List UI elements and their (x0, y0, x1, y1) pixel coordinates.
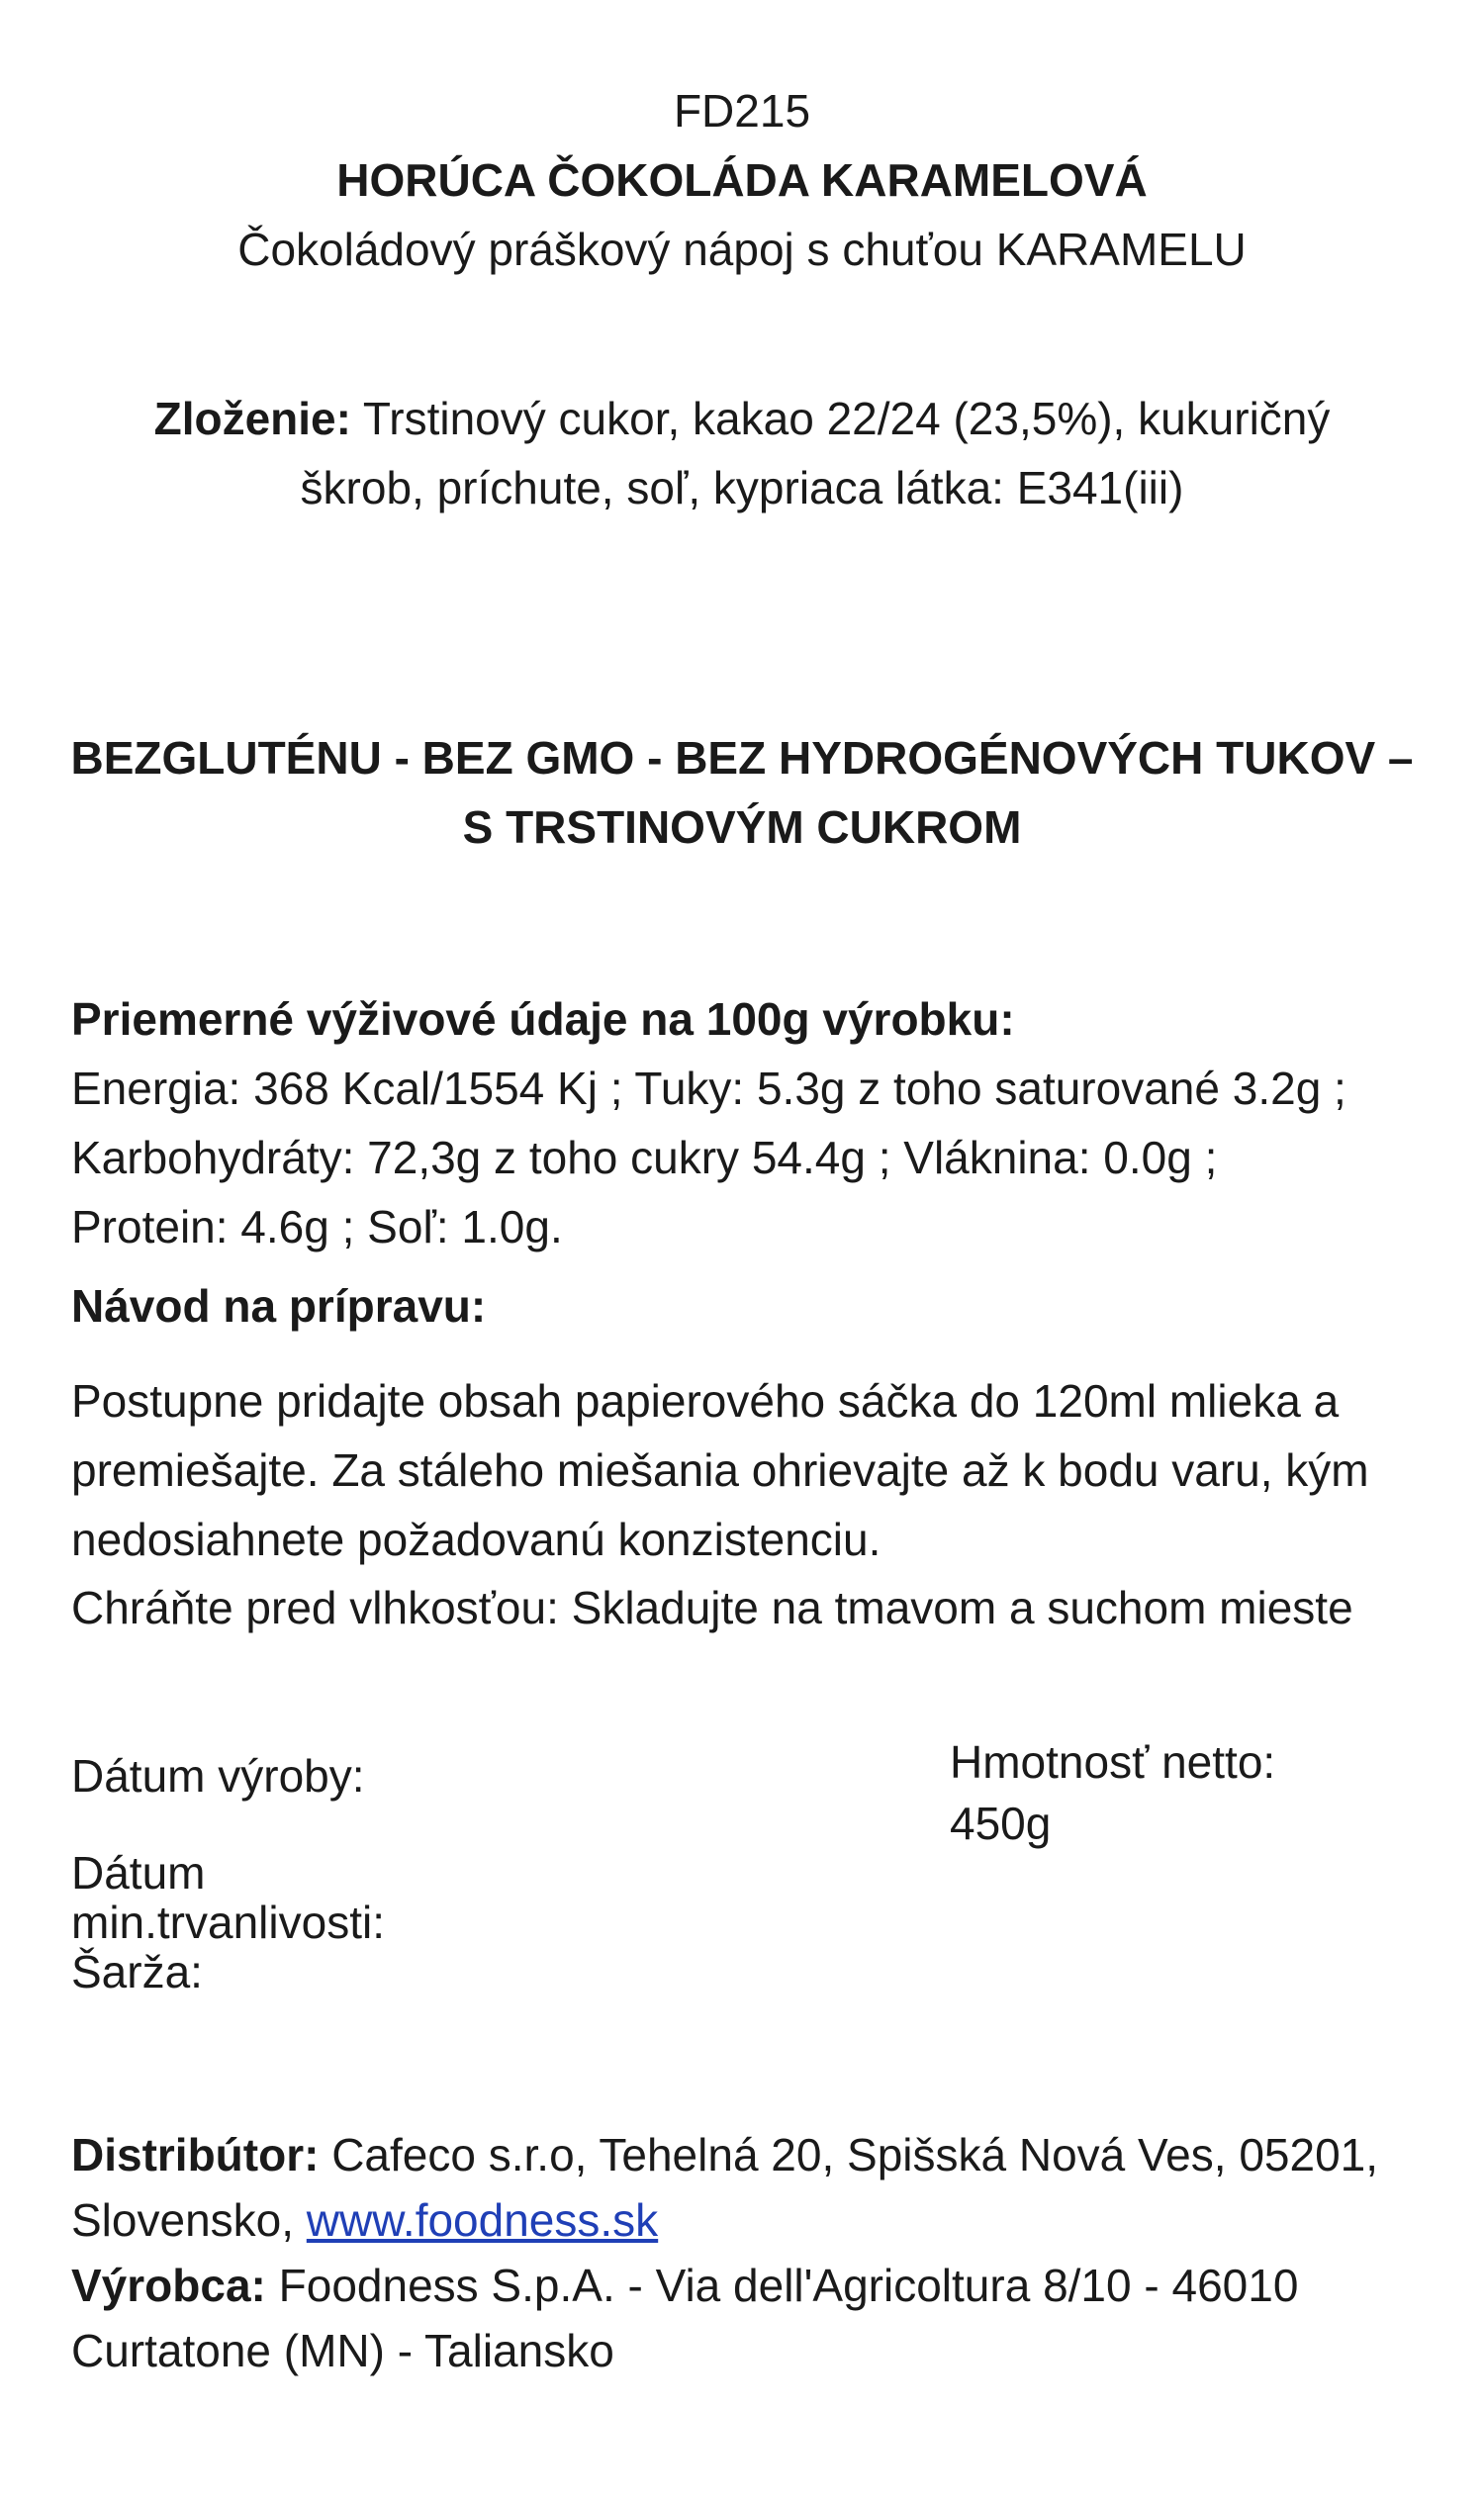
instructions-line3: nedosiahnete požadovanú konzistenciu. (71, 1514, 881, 1565)
distributor-line1 (71, 2122, 1387, 2187)
nutrition-line2: Karbohydráty: 72,3g z toho cukry 54.4g ; Vláknina: 0.0g ; (71, 1132, 1218, 1183)
distributor-address: Cafeco s.r.o, Tehelná 20, Spišská Nová Ves, 05201, (331, 2129, 1379, 2180)
product-subtitle: Čokoládový práškový nápoj s chuťou KARAMELU (237, 224, 1247, 275)
batch-label: Šarža: (71, 1946, 203, 1997)
net-weight-label: Hmotnosť netto: (950, 1736, 1276, 1788)
composition-line1 (0, 389, 1484, 448)
website-link[interactable]: www.foodness.sk (306, 2194, 659, 2246)
composition-line2: škrob, príchute, soľ, kypriaca látka: E341(iii) (300, 462, 1184, 513)
expiry-label-line1: Dátum (71, 1847, 206, 1899)
net-weight-value: 450g (950, 1798, 1052, 1849)
nutrition-heading: Priemerné výživové údaje na 100g výrobku: (71, 993, 1015, 1045)
storage-text: Chráňte pred vlhkosťou: Skladujte na tmavom a suchom mieste (71, 1582, 1353, 1633)
nutrition-section (71, 984, 1387, 1261)
claims-line1: BEZGLUTÉNU - BEZ GMO - BEZ HYDROGÉNOVÝCH TUKOV – (70, 732, 1414, 784)
distributor-label: Distribútor: (71, 2129, 320, 2180)
expiry-label-line2: min.trvanlivosti: (71, 1897, 385, 1948)
instructions-heading: Návod na prípravu: (71, 1280, 487, 1332)
instructions-line2: premiešajte. Za stáleho miešania ohrievajte až k bodu varu, kým (71, 1444, 1369, 1496)
claims-line2: S TRSTINOVÝM CUKROM (462, 801, 1022, 853)
distributor-country: Slovensko, (71, 2194, 295, 2246)
instructions-line1: Postupne pridajte obsah papierového sáčka do 120ml mlieka a (71, 1375, 1340, 1427)
nutrition-line1: Energia: 368 Kcal/1554 Kj ; Tuky: 5.3g z toho saturované 3.2g ; (71, 1063, 1346, 1114)
product-title: HORÚCA ČOKOLÁDA KARAMELOVÁ (336, 154, 1148, 206)
composition-text-1: Trstinový cukor, kakao 22/24 (23,5%), kukuričný (362, 393, 1331, 444)
distributor-line2 (71, 2187, 1387, 2253)
production-date-label: Dátum výroby: (71, 1750, 365, 1802)
nutrition-line3: Protein: 4.6g ; Soľ: 1.0g. (71, 1201, 563, 1252)
expiry-date-label (71, 1848, 385, 1996)
net-weight (950, 1731, 1275, 1854)
product-code: FD215 (673, 85, 811, 137)
manufacturer-label: Výrobca: (71, 2260, 266, 2311)
company-section (71, 2122, 1387, 2383)
instructions-section (71, 1271, 1387, 1574)
manufacturer-line2: Curtatone (MN) - Taliansko (71, 2325, 614, 2376)
composition-label: Zloženie: (153, 393, 351, 444)
manufacturer-line1 (71, 2253, 1387, 2318)
manufacturer-address: Foodness S.p.A. - Via dell'Agricoltura 8/10 - 46010 (278, 2260, 1299, 2311)
